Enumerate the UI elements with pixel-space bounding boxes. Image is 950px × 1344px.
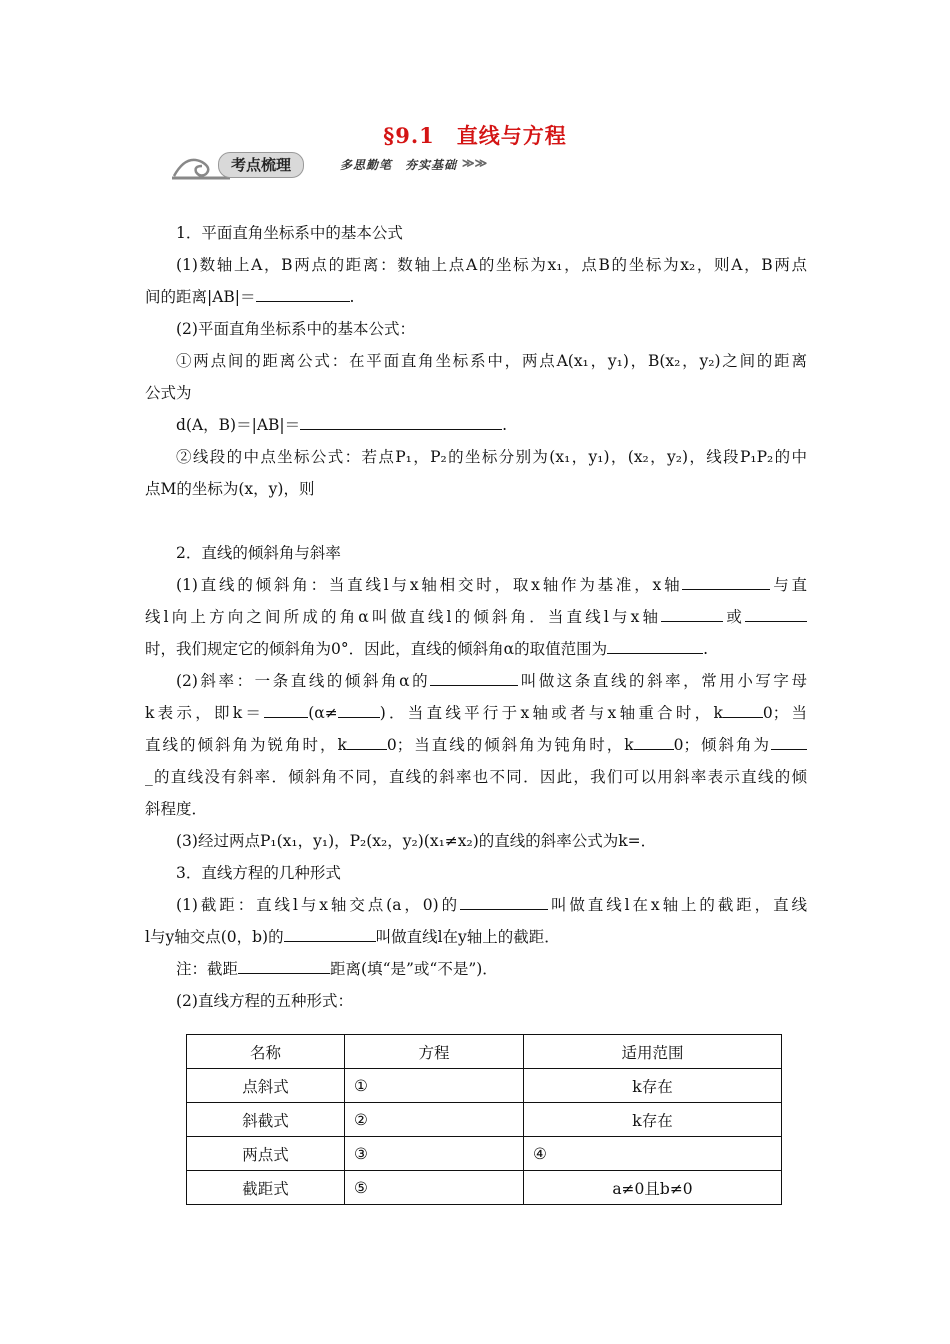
s2-heading: 2．直线的倾斜角与斜率 [176,544,341,562]
section-number: §9.1 [383,123,435,148]
answer-blank[interactable] [723,702,763,718]
s3-d: (2)直线方程的五种形式： [176,992,353,1010]
double-arrow-icon: ≫≫ [462,156,488,170]
answer-blank[interactable] [771,734,807,750]
s3-a: (1)截距：直线l与x轴交点(a，0)的 叫做直线l在x轴上的截距，直线 [176,896,807,914]
answer-blank[interactable] [745,606,807,622]
answer-blank[interactable] [300,414,502,430]
s1-p2: (2)平面直角坐标系中的基本公式： [176,320,415,338]
table-row [187,1171,782,1205]
answer-blank[interactable] [607,638,703,654]
s2-a: (1)直线的倾斜角：当直线l与x轴相交时，取x轴作为基准，x轴 与直 [176,576,807,594]
scope-cell[interactable]: ④ [524,1137,782,1171]
table-row [187,1137,782,1171]
page-title [0,120,950,150]
table-row [187,1069,782,1103]
s2-b: 线l向上方向之间所成的角α叫做直线l的倾斜角．当直线l与x轴 或 [145,606,807,628]
form-name-cell: 两点式 [187,1137,345,1171]
s2-c: 时，我们规定它的倾斜角为0°．因此，直线的倾斜角α的取值范围为 . [145,640,709,658]
section-name: 直线与方程 [456,123,567,148]
section-banner [172,148,512,182]
answer-blank[interactable] [284,926,376,942]
s3-b: l与y轴交点(0，b)的 叫做直线l在y轴上的截距． [145,928,560,946]
answer-blank[interactable] [682,574,770,590]
s3-heading: 3．直线方程的几种形式 [176,864,341,882]
header-cell: 方程 [345,1035,524,1069]
answer-blank[interactable] [338,702,380,718]
table-header-row [187,1035,782,1069]
answer-blank[interactable] [661,606,723,622]
s1-p1b: 间的距离|AB|＝ . [145,288,355,306]
scope-cell: k存在 [524,1103,782,1137]
equation-cell[interactable]: ⑤ [345,1171,524,1205]
s2-f: 直线的倾斜角为锐角时，k 0；当直线的倾斜角为钝角时，k 0；倾斜角为 [145,734,807,756]
s1-p1a: (1)数轴上A，B两点的距离：数轴上点A的坐标为x₁，点B的坐标为x₂，则A，B两点 [176,256,807,274]
form-name-cell: 点斜式 [187,1069,345,1103]
s1-p4a: ②线段的中点坐标公式：若点P₁，P₂的坐标分别为(x₁，y₁)，(x₂，y₂)，线段P₁P₂的中 [176,448,807,466]
answer-blank[interactable] [264,702,308,718]
s1-p3a: ①两点间的距离公式：在平面直角坐标系中，两点A(x₁，y₁)，B(x₂，y₂)之间的距离 [176,352,807,370]
s2-h: 斜程度． [145,800,208,818]
answer-blank[interactable] [347,734,387,750]
equation-cell[interactable]: ② [345,1103,524,1137]
scope-cell: a≠0且b≠0 [524,1171,782,1205]
header-cell: 适用范围 [524,1035,782,1069]
s2-d: (2)斜率：一条直线的倾斜角α的 叫做这条直线的斜率，常用小写字母 [176,672,807,690]
line-equation-forms-table [186,1034,782,1205]
answer-blank[interactable] [238,958,330,974]
s1-p3c: d(A，B)＝|AB|＝ . [176,416,508,434]
equation-cell[interactable]: ① [345,1069,524,1103]
form-name-cell: 截距式 [187,1171,345,1205]
table-row [187,1103,782,1137]
answer-blank[interactable] [430,670,518,686]
answer-blank[interactable] [460,894,548,910]
answer-blank[interactable] [634,734,674,750]
topic-tag: 考点梳理 [218,152,304,178]
s2-e: k表示，即k＝ (α≠ )．当直线平行于x轴或者与x轴重合时，k 0；当 [145,704,807,722]
s2-i: (3)经过两点P₁(x₁，y₁)，P₂(x₂，y₂)(x₁≠x₂)的直线的斜率公式为k=． [176,832,657,850]
banner-slogan: 多思勤笔 夯实基础 [340,158,458,172]
form-name-cell: 斜截式 [187,1103,345,1137]
s3-c: 注：截距 距离(填“是”或“不是”)． [176,960,498,978]
s1-p4b: 点M的坐标为(x，y)，则 [145,480,315,498]
header-cell: 名称 [187,1035,345,1069]
s1-p3b: 公式为 [145,384,192,402]
scope-cell: k存在 [524,1069,782,1103]
s1-heading: 1．平面直角坐标系中的基本公式 [176,224,403,242]
answer-blank[interactable] [256,286,350,302]
equation-cell[interactable]: ③ [345,1137,524,1171]
s2-g: _的直线没有斜率．倾斜角不同，直线的斜率也不同．因此，我们可以用斜率表示直线的倾 [145,768,807,786]
